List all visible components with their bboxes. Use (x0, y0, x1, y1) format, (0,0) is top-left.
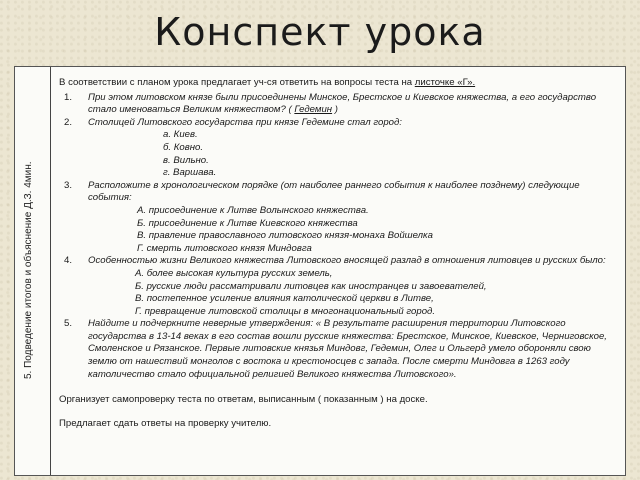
question-2-options (59, 129, 615, 179)
option-item: в. Вильно. (163, 154, 209, 166)
question-4 (59, 255, 615, 268)
option-item: б. Ковно. (163, 141, 204, 153)
submit-note: Предлагает сдать ответы на проверку учителю. (59, 417, 272, 429)
question-main-text: При этом литовском князе были присоединены Минское, Брестское и Киевское княжества, а его государство стало именоваться Великим княжеством? ( (88, 91, 597, 116)
option-item: а. Киев. (163, 129, 198, 141)
question-4-options (59, 268, 615, 318)
question-text: Расположите в хронологическом порядке (от наиболее раннего события к наиболее позднему) следующие события: (88, 179, 580, 204)
question-1 (59, 92, 615, 117)
intro-sheet-link: листочке «Г». (414, 77, 476, 88)
question-text-end: ) (332, 104, 338, 116)
intro-prefix: В соответствии с планом урока предлагает уч-ся ответить на вопросы теста на (59, 77, 415, 88)
lesson-text (59, 77, 615, 440)
option-item: А. более высокая культура русских земель, (135, 267, 333, 279)
self-check-note: Организует самопроверку теста по ответам, выписанным ( показанным ) на доске. (59, 394, 428, 406)
option-item: В. правление православного литовского князя-монаха Войшелка (137, 230, 433, 242)
question-answer: Гедемин (294, 104, 333, 116)
question-2 (59, 117, 615, 130)
question-3-options (59, 205, 615, 255)
option-item: Б. русские люди рассматривали литовцев как иностранцев и завоевателей, (135, 280, 487, 292)
option-item: В. постепенное усиление влияния католической церкви в Литве, (135, 293, 434, 305)
question-text (88, 92, 615, 117)
question-text: Столицей Литовского государства при князе Гедемине стал город: (88, 116, 402, 128)
question-text: Особенностью жизни Великого княжества Литовского вносящей разлад в отношения литовцев и русских было: (88, 255, 606, 267)
question-5 (59, 318, 615, 381)
stage-column (15, 67, 51, 475)
intro-paragraph (59, 77, 615, 90)
question-number: 2. (64, 116, 73, 128)
option-item: Г. превращение литовской столицы в многонациональный город. (135, 305, 436, 317)
slide-title: Конспект урока (154, 10, 486, 54)
question-text: Найдите и подчеркните неверные утверждения: « В результате расширения территории Литовского государства в 13-14 веках в его состав вошли русские княжества: Брестское, Минское, Киевское, Черниговское, Смоленское и Рязанское. Первые литовские князья Миндовг, Гедемин, Олег и Ольгерд умело обороняли свою землю от нашествий монголов с востока и крестоносцев с запада. После смерти Миндовга в 1263 году католичество стало официальной религией Великого княжества Литовского». (88, 318, 607, 380)
question-number: 3. (64, 179, 73, 191)
question-3 (59, 180, 615, 205)
stage-label: 5. Подведение итогов и объяснение Д.З. 4мин. (23, 161, 34, 379)
option-item: А. присоединение к Литве Волынского княжества. (137, 204, 369, 216)
option-item: г. Варшава. (163, 167, 217, 179)
question-number: 4. (64, 255, 73, 267)
question-number: 5. (64, 318, 73, 330)
question-number: 1. (64, 91, 73, 103)
option-item: Б. присоединение к Литве Киевского княжества (137, 217, 358, 229)
option-item: Г. смерть литовского князя Миндовга (137, 242, 312, 254)
lesson-sheet (14, 66, 626, 476)
